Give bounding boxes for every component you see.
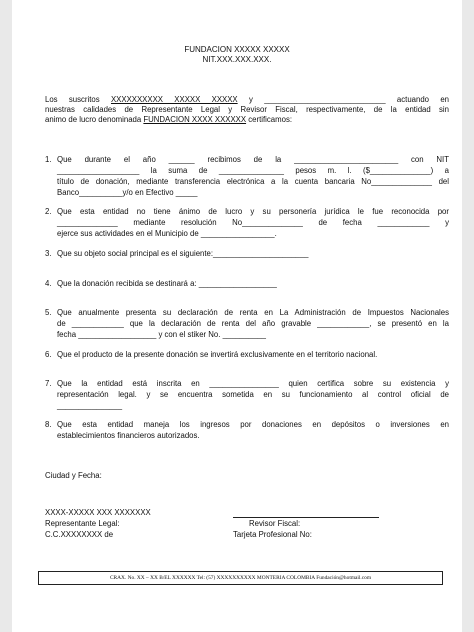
- document-title: FUNDACION XXXXX XXXXX: [184, 45, 290, 54]
- item-number: 2.: [45, 207, 52, 216]
- item-1-line-3: título de donación, mediante transferencia electrónica a la cuenta bancaria No______________ del: [57, 177, 449, 186]
- intro-line-1: Los suscritos XXXXXXXXXX XXXXX XXXXX y ____________________________ actuando en: [45, 95, 450, 104]
- item-7-line-3: _______________: [57, 401, 123, 410]
- item-4-line-1: Que la donación recibida se destinará a: __________________: [57, 279, 277, 288]
- legal-rep-id: C.C.XXXXXXXX de: [45, 530, 114, 539]
- item-8-line-1: Que esta entidad maneja los ingresos por donaciones en depósitos o inversiones en: [57, 420, 449, 429]
- item-1-line-2: ___________________ la suma de _______________ pesos m. l. ($______________) a: [57, 166, 449, 175]
- fiscal-auditor-id: Tarjeta Profesional No:: [233, 530, 312, 539]
- document-nit: NIT.XXX.XXX.XXX.: [202, 55, 272, 64]
- item-2-line-2: ______________ mediante resolución No______________ de fecha ____________ y: [57, 218, 449, 227]
- item-number: 6.: [45, 350, 52, 359]
- item-5-line-1: Que anualmente presenta su declaración de renta en La Administración de Impuestos Nacionales: [57, 308, 449, 317]
- intro-line-3: animo de lucro denominada FUNDACION XXXX XXXXXX certificamos:: [45, 115, 293, 124]
- item-7-line-1: Que la entidad está inscrita en ________________ quien certifica sobre su existencia y: [57, 379, 449, 388]
- item-5-line-3: fecha __________________ y con el stiker No. __________: [57, 330, 266, 339]
- item-number: 4.: [45, 279, 52, 288]
- item-5-line-2: de ____________ que la declaración de renta del año gravable ____________, se presentó en la: [57, 319, 449, 328]
- legal-rep-role: Representante Legal:: [45, 519, 120, 528]
- item-1-line-4: Banco__________y/o en Efectivo _____: [57, 188, 198, 197]
- item-number: 7.: [45, 379, 52, 388]
- item-7-line-2: representación legal. y se encuentra sometida en su funcionamiento al control oficial de: [57, 390, 449, 399]
- footer-box: [38, 571, 443, 585]
- item-8-line-2: establecimientos financieros autorizados.: [57, 431, 200, 440]
- item-2-line-3: ejerce sus actividades en el Municipio de _________________.: [57, 229, 277, 238]
- item-number: 5.: [45, 308, 52, 317]
- item-6-line-1: Que el producto de la presente donación se invertirá exclusivamente en el territorio nacional.: [57, 350, 378, 359]
- foundation-name: FUNDACION XXXX XXXXXX: [143, 115, 247, 124]
- signatory-names: XXXXXXXXXX XXXXX XXXXX: [110, 95, 238, 104]
- item-2-line-1: Que esta entidad no tiene ánimo de lucro y su personería jurídica le fue reconocida por: [57, 207, 449, 216]
- footer-contact: CRAX. No. XX – XX B/EL XXXXXX Tel: (57) XXXXXXXXXX MONTERIA COLOMBIA Fundación@hotmail.com: [109, 575, 372, 581]
- fiscal-auditor-role: Revisor Fiscal:: [249, 519, 301, 528]
- item-3-line-1: Que su objeto social principal es el siguiente:______________________: [57, 249, 309, 258]
- item-number: 3.: [45, 249, 52, 258]
- item-number: 8.: [45, 420, 52, 429]
- fiscal-auditor-signature-line: [233, 517, 379, 518]
- document-page: [12, 0, 462, 632]
- legal-rep-name: XXXX-XXXXX XXX XXXXXXX: [45, 508, 151, 517]
- item-1-line-1: Que durante el año ______ recibimos de la ________________________ con NIT: [57, 155, 449, 164]
- item-number: 1.: [45, 155, 52, 164]
- intro-line-2: nuestras calidades de Representante Legal y Revisor Fiscal, respectivamente, de la entidad sin: [45, 105, 449, 114]
- city-date-label: Ciudad y Fecha:: [45, 471, 102, 480]
